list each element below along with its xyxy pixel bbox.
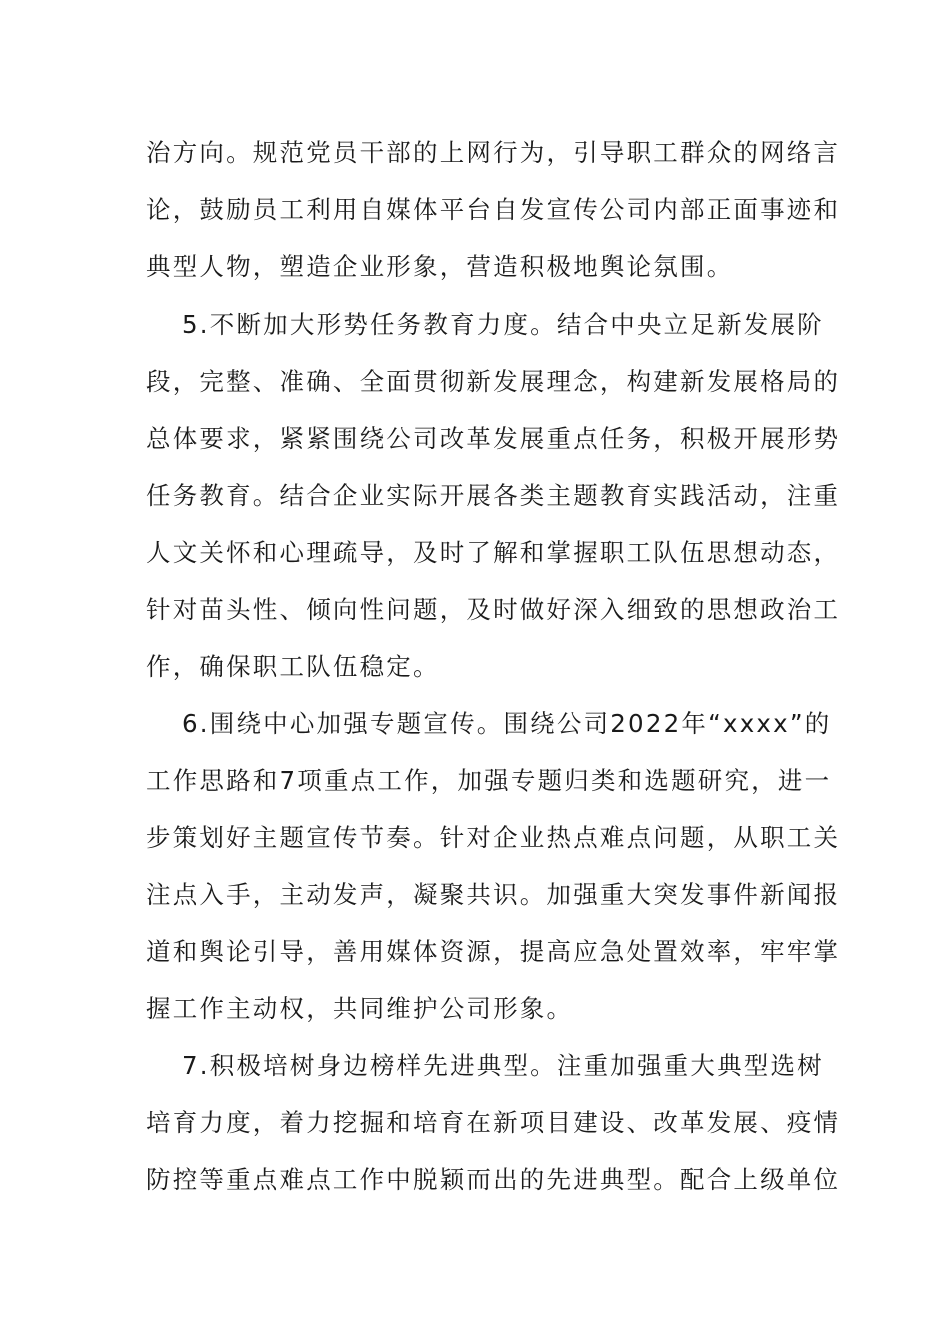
text-line: 针对苗头性、倾向性问题，及时做好深入细致的思想政治工 — [146, 595, 841, 624]
text-line: 工作思路和7项重点工作，加强专题归类和选题研究，进一 — [146, 766, 832, 795]
text-line: 论，鼓励员工利用自媒体平台自发宣传公司内部正面事迹和 — [146, 195, 841, 224]
paragraph-7-heading-line: 7.积极培树身边榜样先进典型。注重加强重大典型选树 — [182, 1051, 824, 1080]
text-line: 典型人物，塑造企业形象，营造积极地舆论氛围。 — [146, 252, 734, 281]
text-line: 培育力度，着力挖掘和培育在新项目建设、改革发展、疫情 — [146, 1108, 841, 1137]
text-line: 注点入手，主动发声，凝聚共识。加强重大突发事件新闻报 — [146, 880, 841, 909]
paragraph-6-heading-line: 6.围绕中心加强专题宣传。围绕公司2022年“xxxx”的 — [182, 709, 832, 738]
text-line: 防控等重点难点工作中脱颖而出的先进典型。配合上级单位 — [146, 1165, 841, 1194]
text-line: 步策划好主题宣传节奏。针对企业热点难点问题，从职工关 — [146, 823, 841, 852]
text-line: 治方向。规范党员干部的上网行为，引导职工群众的网络言 — [146, 138, 841, 167]
text-line: 总体要求，紧紧围绕公司改革发展重点任务，积极开展形势 — [146, 424, 841, 453]
text-line: 作，确保职工队伍稳定。 — [146, 652, 440, 681]
text-line: 段，完整、准确、全面贯彻新发展理念，构建新发展格局的 — [146, 367, 841, 396]
text-line: 任务教育。结合企业实际开展各类主题教育实践活动，注重 — [146, 481, 841, 510]
paragraph-5-heading-line: 5.不断加大形势任务教育力度。结合中央立足新发展阶 — [182, 310, 824, 339]
text-line: 道和舆论引导，善用媒体资源，提高应急处置效率，牢牢掌 — [146, 937, 841, 966]
text-line: 人文关怀和心理疏导，及时了解和掌握职工队伍思想动态， — [146, 538, 841, 567]
text-line: 握工作主动权，共同维护公司形象。 — [146, 994, 574, 1023]
